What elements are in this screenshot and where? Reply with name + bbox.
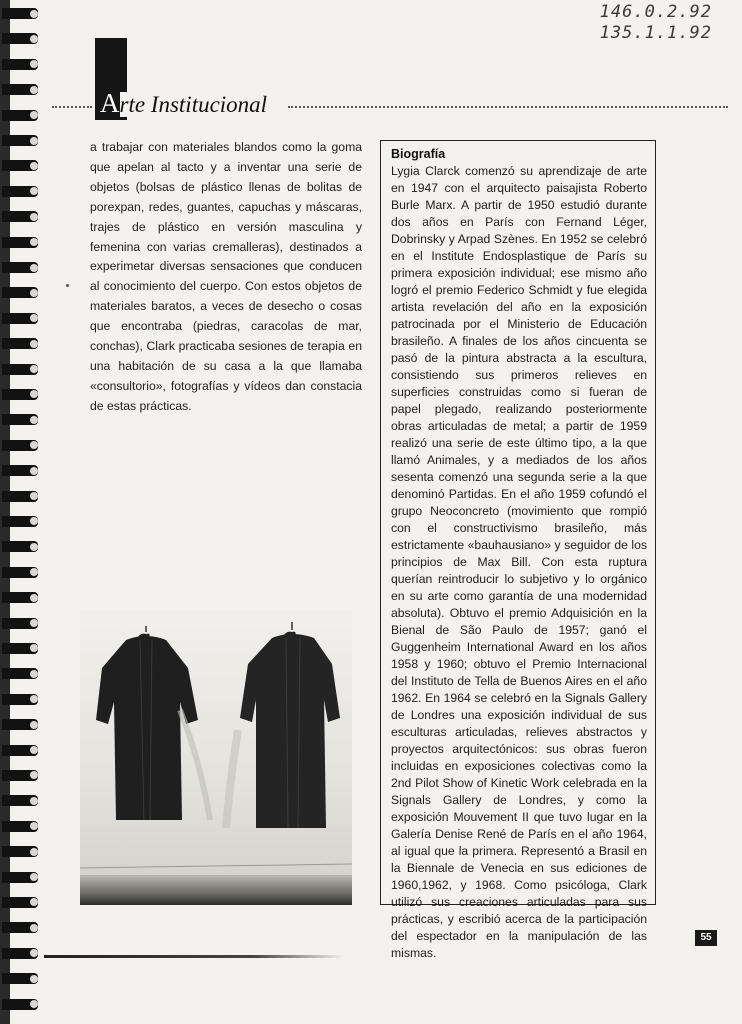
binding-hole — [30, 721, 38, 729]
binding-hole — [30, 213, 38, 221]
handwritten-line-2: 135.1.1.92 — [599, 23, 712, 43]
binding-hole — [30, 898, 38, 906]
binding-hole — [30, 238, 38, 246]
binding-hole — [30, 644, 38, 652]
binding-hole — [30, 314, 38, 322]
binding-hole — [30, 949, 38, 957]
binding-hole — [30, 517, 38, 525]
header-dotted-rule-left — [52, 106, 92, 108]
binding-hole — [30, 695, 38, 703]
biography-heading: Biografía — [391, 147, 446, 161]
section-title — [100, 88, 271, 119]
binding-hole — [30, 873, 38, 881]
binding-hole — [30, 137, 38, 145]
binding-hole — [30, 187, 38, 195]
binding-hole — [30, 822, 38, 830]
biography-text: Lygia Clarck comenzó su aprendizaje de arte en 1947 con el arquitecto paisajista Roberto Burle Marx. A partir de 1950 estudió durante dos años en París con Fernand Léger, Dobrinsky y Arpad Szènes. En 1952 se celebró en el Institute Endosplastique de París su primera exposición individual; ese mismo año logró el premio Federico Schmidt y fue elegida artista revelación del año en la exposición patrocinada por el Ministerio de Educación brasileño. A finales de los años cincuenta se pasó de la pintura abstracta a la escultura, consistiendo sus primeros relieves en superficies construidas como si fueran de papel plegado, realizando posteriormente obras articuladas de metal; a partir de 1959 realizó una serie de este último tipo, a la que llamó Animales, y a mediados de los años sesenta comenzó una segunda serie a la que denominó Partidas. En el año 1959 cofundó el grupo Neoconcreto (movimiento que rompió con el constructivismo brasileño, más estrictamente «bauhausiano» y seguidor de los principios de Max Bill. Con esta ruptura querían reintroducir lo subjetivo y lo orgánico en su arte como garantía de una modernidad absoluta). Obtuvo el premio Adquisición en la Bienal de São Paulo de 1957; ganó el Guggenheim International Award en los años 1958 y 1960; obtuvo el Premio Internacional del Instituto de Tella de Buenos Aires en el año 1962. En 1964 se celebró en la Signals Gallery de Londres una exposición individual de sus esculturas articuladas, relieves abstractos y proyectos arquitectónicos: sus obras fueron incluidas en exposiciones colectivas como la 2nd Pilot Show of Kinetic Work celebrada en la Signals Gallery de Londres, y como la exposición Mouvement II que tuvo lugar en la Galería Denise René de París en el año 1964, al igual que la primera. Representó a Brasil en la Biennale de Venecia en sus ediciones de 1960,1962, y 1968. Como psicóloga, Clark utilizó sus creaciones articuladas para sus prácticas, y escribió acerca de la participación del espectador en la manipulación de las mismas. — [391, 164, 647, 960]
binding-hole — [30, 10, 38, 18]
binding-hole — [30, 365, 38, 373]
body-paragraph: a trabajar con materiales blandos como la goma que apelan al tacto y a inventar una serie de objetos (bolsas de plástico llenas de bolitas de porexpan, redes, guantes, capuchas y máscaras, trajes de plástico en versión masculina y femenina con varias cremalleras), destinados a experimetar diversas sensaciones que conducen al conocimiento del cuerpo. Con estos objetos de materiales baratos, a veces de desecho o cosas que encontraba (piedras, caracolas de mar, conchas), Clark practicaba sesiones de terapia en una habitación de su casa a la que llamaba «consultorio», fotografías y vídeos dan constacia de estas prácticas. — [90, 140, 362, 413]
binding-hole — [30, 264, 38, 272]
binding-hole — [30, 797, 38, 805]
binding-hole — [30, 543, 38, 551]
garments-illustration — [80, 610, 352, 905]
binding-hole — [30, 289, 38, 297]
binding-hole — [30, 340, 38, 348]
binding-hole — [30, 1000, 38, 1008]
binding-hole — [30, 568, 38, 576]
binding-hole — [30, 771, 38, 779]
binding-hole — [30, 390, 38, 398]
binding-hole — [30, 975, 38, 983]
page-number: 55 — [695, 930, 717, 946]
binding-hole — [30, 746, 38, 754]
binding-hole — [30, 670, 38, 678]
spiral-binding — [0, 0, 44, 1024]
section-header — [0, 36, 742, 126]
binding-hole — [30, 594, 38, 602]
header-dotted-rule-right — [288, 106, 728, 108]
binding-hole — [30, 467, 38, 475]
section-title-initial: A — [100, 88, 120, 118]
binding-hole — [30, 492, 38, 500]
binding-hole — [30, 619, 38, 627]
binding-hole — [30, 441, 38, 449]
section-title-rest: rte Institucional — [120, 92, 272, 117]
biography-box — [380, 140, 656, 960]
margin-dot — [66, 284, 69, 287]
binding-hole — [30, 416, 38, 424]
binding-hole — [30, 924, 38, 932]
bottom-rule — [44, 955, 344, 958]
photo-floor — [80, 875, 352, 905]
binding-hole — [30, 848, 38, 856]
handwritten-line-1: 146.0.2.92 — [599, 2, 712, 22]
photo-hanging-garments — [80, 610, 352, 905]
binding-hole — [30, 162, 38, 170]
